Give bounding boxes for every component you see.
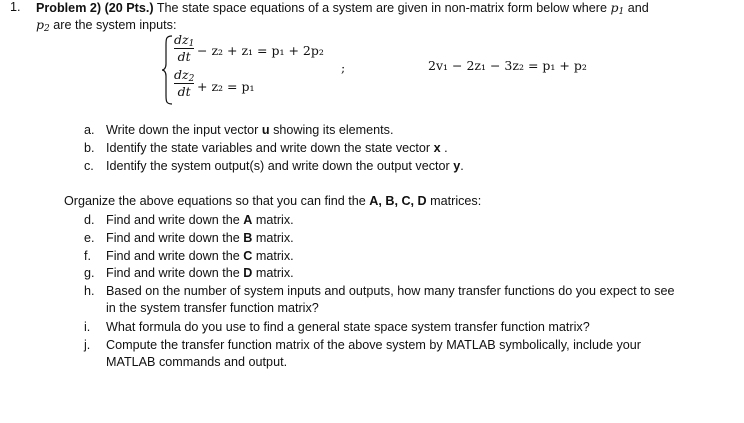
eq3: 2v₁ − 2z₁ − 3z₂ = p₁ + p₂ (428, 58, 587, 73)
item-after: . (460, 159, 464, 173)
question-item (106, 123, 393, 137)
item-label: j. (84, 338, 91, 352)
problem-header-line2 (36, 17, 176, 32)
item-after: matrix. (252, 266, 294, 280)
item-label: f. (84, 249, 91, 263)
item-bold-symbol: A (243, 213, 253, 227)
question-item-line2: in the system transfer function matrix? (106, 301, 319, 315)
problem-intro: The state space equations of a system are given in non-matrix form below where (156, 1, 607, 15)
item-label: h. (84, 284, 95, 298)
question-item (106, 141, 448, 155)
question-item (106, 266, 294, 280)
item-after: matrix. (252, 231, 294, 245)
item-label: g. (84, 266, 95, 280)
question-item (106, 231, 294, 245)
question-item (106, 159, 464, 173)
eq1-rest: − z₂ + z₁ = p₁ + 2p₂ (197, 43, 324, 58)
item-after: . (440, 141, 448, 155)
item-label: b. (84, 141, 95, 155)
question-item (106, 249, 294, 263)
problem-title: Problem 2) (20 Pts.) (36, 1, 154, 15)
question-item-line1: Based on the number of system inputs and outputs, how many transfer functions do you expect to see (106, 284, 675, 298)
item-bold-symbol: C (243, 249, 253, 263)
item-text: Find and write down the (106, 266, 244, 280)
item-bold-symbol: u (261, 123, 270, 137)
item-text: Identify the system output(s) and write down the output vector (106, 159, 454, 173)
item-label: i. (84, 320, 91, 334)
problem-intro2: are the system inputs: (53, 18, 177, 32)
question-item (106, 213, 294, 227)
eq1-derivative: $dz_1$ dt (174, 32, 195, 64)
item-after: matrix. (252, 249, 294, 263)
item-text: Identify the state variables and write down the state vector (106, 141, 434, 155)
item-bold-symbol: y (453, 159, 461, 173)
item-bold-symbol: D (243, 266, 253, 280)
item-after: showing its elements. (269, 123, 394, 137)
problem-number: 1. (10, 0, 21, 14)
item-text: Write down the input vector (106, 123, 262, 137)
item-label: e. (84, 231, 95, 245)
item-after: matrix. (252, 213, 294, 227)
item-text: Find and write down the (106, 231, 244, 245)
item-label: d. (84, 213, 95, 227)
eq2-derivative: $dz_2$ dt (174, 67, 195, 99)
and-word: and (627, 1, 649, 15)
input-p1: $p_1$ (610, 0, 625, 17)
question-item-line2: MATLAB commands and output. (106, 355, 288, 369)
organize-instruction: Organize the above equations so that you can find the A, B, C, D matrices: (64, 194, 482, 208)
item-label: a. (84, 123, 95, 137)
eq2-rest: + z₂ = p₁ (197, 79, 255, 94)
left-brace (161, 35, 173, 105)
item-bold-symbol: B (243, 231, 253, 245)
item-bold-symbol: x (433, 141, 441, 155)
item-text: Find and write down the (106, 249, 244, 263)
question-item-line1: Compute the transfer function matrix of the above system by MATLAB symbolically, include your (106, 338, 641, 352)
item-text: Find and write down the (106, 213, 244, 227)
equation-separator: ; (341, 60, 346, 75)
question-item-line1: What formula do you use to find a general state space system transfer function matrix? (106, 320, 590, 334)
item-label: c. (84, 159, 94, 173)
input-p2: $p_2$ (36, 17, 50, 34)
problem-header (36, 0, 649, 15)
